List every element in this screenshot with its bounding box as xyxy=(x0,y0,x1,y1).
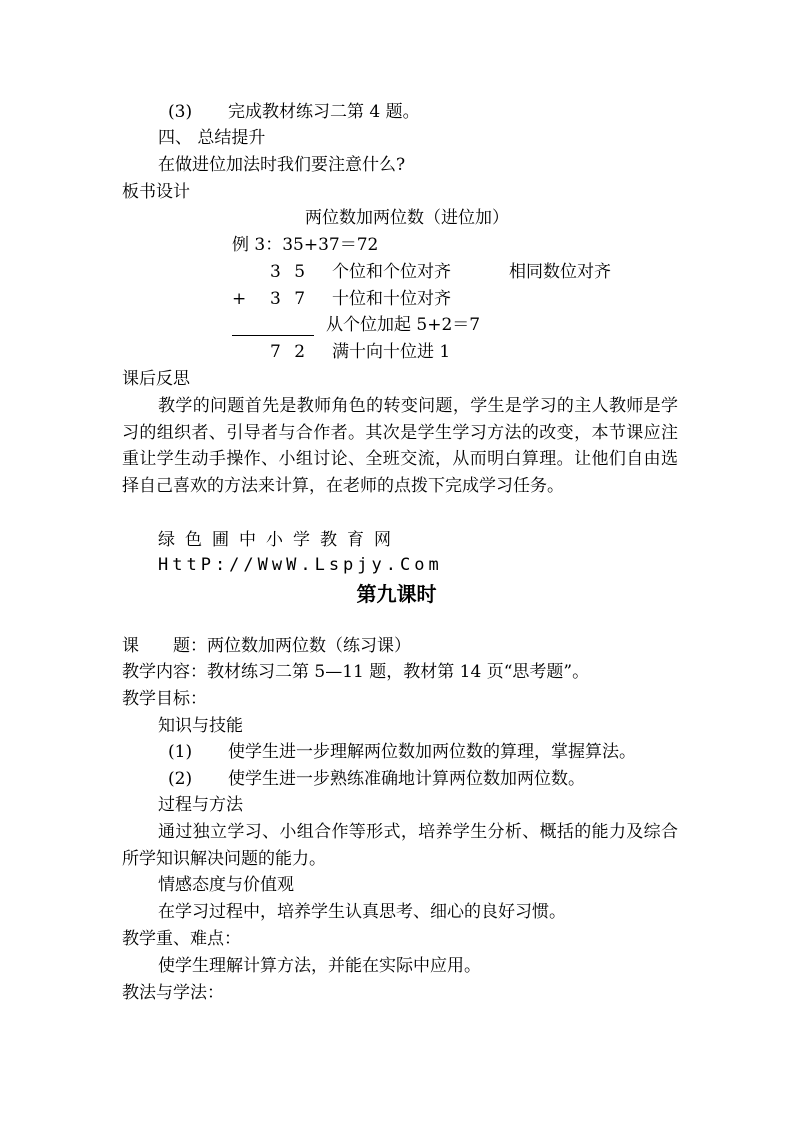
section4-heading: 四、 总结提升 xyxy=(158,128,266,148)
board-heading: 板书设计 xyxy=(122,182,190,202)
goal2-number: (2) xyxy=(168,769,193,789)
goals-heading: 教学目标： xyxy=(122,689,207,709)
process-heading: 过程与方法 xyxy=(158,795,243,815)
knowledge-heading: 知识与技能 xyxy=(158,716,243,736)
board-row2-note: 十位和十位对齐 xyxy=(332,289,451,309)
goal2 xyxy=(168,768,585,790)
board-row1-digits: 3 5 xyxy=(270,262,306,282)
emotion-heading: 情感态度与价值观 xyxy=(158,875,294,895)
lesson-content: 教学内容：教材练习二第 5—11 题，教材第 14 页“思考题”。 xyxy=(122,662,590,682)
board-example: 例 3：35+37＝72 xyxy=(232,235,379,255)
goal1 xyxy=(168,741,636,763)
goal2-text: 使学生进一步熟练准确地计算两位数加两位数。 xyxy=(228,769,585,789)
reflection-paragraph: 教学的问题首先是教师角色的转变问题，学生是学习的主人教师是学习的组织者、引导者与合作者。其次是学生学习方法的改变，本节课应注重让学生动手操作、小组讨论、全班交流，从而明白算理。让他们自由选择自己喜欢的方法来计算，在老师的点拨下完成学习任务。 xyxy=(122,396,678,496)
item3-text: 完成教材练习二第 4 题。 xyxy=(228,102,420,122)
item3-number: (3) xyxy=(168,102,193,122)
key-text: 使学生理解计算方法，并能在实际中应用。 xyxy=(158,956,481,976)
emotion-text: 在学习过程中，培养学生认真思考、细心的良好习惯。 xyxy=(158,902,566,922)
item3 xyxy=(168,101,420,123)
board-row3-note: 从个位加起 5+2＝7 xyxy=(326,315,481,335)
site-url: HttP://WwW.Lspjy.Com xyxy=(158,555,443,575)
board-row1-note2: 相同数位对齐 xyxy=(509,262,611,282)
sum-line xyxy=(232,319,314,336)
board-row1-note: 个位和个位对齐 xyxy=(332,262,451,282)
lesson-topic: 课 题：两位数加两位数（练习课） xyxy=(122,636,411,656)
lesson-title: 第九课时 xyxy=(356,582,437,606)
board-plus-sign: + xyxy=(232,289,247,309)
board-row4-digits: 7 2 xyxy=(270,342,306,362)
method-heading: 教法与学法： xyxy=(122,983,224,1003)
question-line: 在做进位加法时我们要注意什么? xyxy=(158,155,406,175)
site-name: 绿色圃中小学教育网 xyxy=(158,530,401,550)
board-title: 两位数加两位数（进位加） xyxy=(305,208,509,228)
key-heading: 教学重、难点： xyxy=(122,929,241,949)
process-paragraph: 通过独立学习、小组合作等形式，培养学生分析、概括的能力及综合所学知识解决问题的能力。 xyxy=(122,822,678,869)
board-row3 xyxy=(232,314,480,336)
board-row4-note: 满十向十位进 1 xyxy=(332,342,451,362)
board-row2-digits: 3 7 xyxy=(270,289,306,309)
reflection-heading: 课后反思 xyxy=(122,369,190,389)
goal1-text: 使学生进一步理解两位数加两位数的算理，掌握算法。 xyxy=(228,742,636,762)
goal1-number: (1) xyxy=(168,742,193,762)
